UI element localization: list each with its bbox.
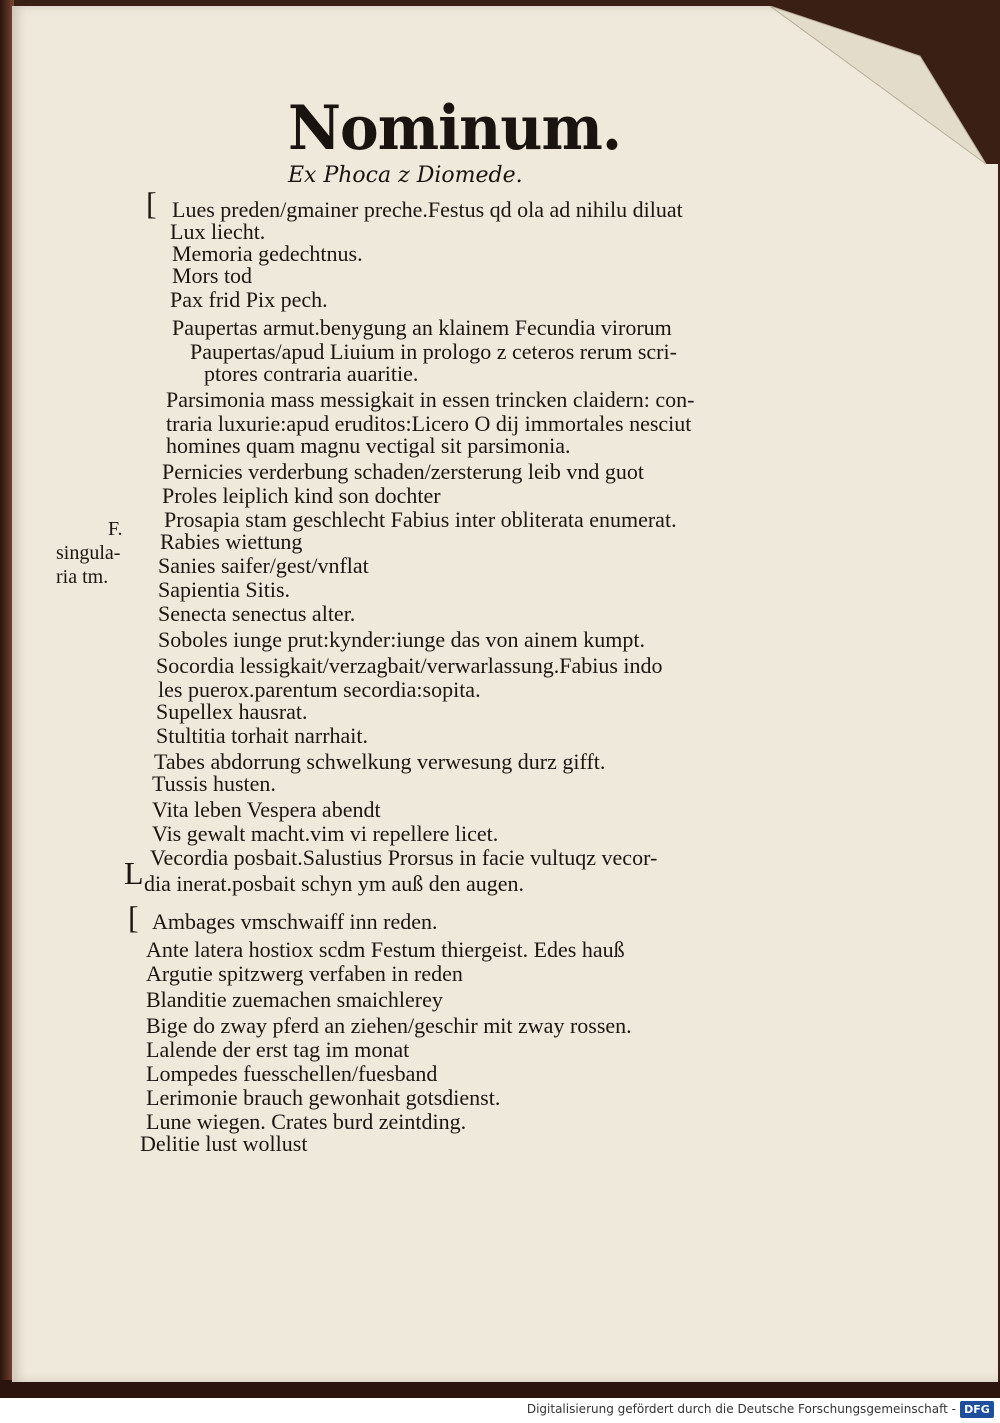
- text-line: ptores contraria auaritie.: [204, 361, 419, 386]
- page-title: Nominum.: [288, 92, 622, 164]
- text-line: Senecta senectus alter.: [158, 601, 356, 626]
- entry-bracket-1: [: [146, 185, 157, 221]
- text-line: Socordia lessigkait/verzagbait/verwarlassung.Fabius indo: [156, 653, 663, 678]
- entry-bracket-2: L: [124, 855, 144, 891]
- text-line: Paupertas armut.benygung an klainem Fecundia virorum: [172, 315, 672, 340]
- text-line: Ambages vmschwaiff inn reden.: [152, 909, 438, 934]
- text-line: Soboles iunge prut:kynder:iunge das von ainem kumpt.: [158, 627, 645, 652]
- text-line: Proles leiplich kind son dochter: [162, 483, 441, 508]
- text-line: Paupertas/apud Liuium in prologo z ceteros rerum scri-: [190, 339, 677, 364]
- margin-letter: F.: [108, 518, 123, 540]
- text-line: Lues preden/gmainer preche.Festus qd ola ad nihilu diluat: [172, 197, 683, 222]
- text-line: Pax frid Pix pech.: [170, 287, 328, 312]
- text-line: Lalende der erst tag im monat: [146, 1037, 410, 1062]
- text-line: Lux liecht.: [170, 219, 266, 244]
- entry-bracket-3: [: [128, 899, 139, 935]
- text-line: Lompedes fuesschellen/fuesband: [146, 1061, 438, 1086]
- text-line: Prosapia stam geschlecht Fabius inter obliterata enumerat.: [164, 507, 677, 532]
- margin-note-line-1: singula-: [56, 542, 121, 564]
- folded-corner: [770, 6, 1000, 176]
- footer-bar: [0, 1398, 1000, 1423]
- dfg-logo: DFG: [960, 1401, 994, 1418]
- text-line: Bige do zway pferd an ziehen/geschir mit zway rossen.: [146, 1013, 632, 1038]
- text-line: Lune wiegen. Crates burd zeintding.: [146, 1109, 467, 1134]
- text-line: Tussis husten.: [152, 771, 276, 796]
- text-line: Delitie lust wollust: [140, 1131, 308, 1156]
- text-line: Ante latera hostiox scdm Festum thiergeist. Edes hauß: [146, 937, 625, 962]
- text-line: les puerox.parentum secordia:sopita.: [158, 677, 481, 702]
- text-line: Blanditie zuemachen smaichlerey: [146, 987, 443, 1012]
- book-binding-edge: [0, 0, 14, 1398]
- digitization-credit: Digitalisierung gefördert durch die Deutsche Forschungsgemeinschaft -: [526, 1402, 956, 1416]
- text-line: Lerimonie brauch gewonhait gotsdienst.: [146, 1085, 501, 1110]
- text-line: Sapientia Sitis.: [158, 577, 290, 602]
- text-line: Sanies saifer/gest/vnflat: [158, 553, 369, 578]
- text-line: Argutie spitzwerg verfaben in reden: [146, 961, 463, 986]
- text-line: traria luxurie:apud eruditos:Licero O dij immortales nesciut: [166, 411, 692, 436]
- text-line: Vita leben Vespera abendt: [152, 797, 381, 822]
- text-line: homines quam magnu vectigal sit parsimonia.: [166, 433, 571, 458]
- text-line: Stultitia torhait narrhait.: [156, 723, 369, 748]
- text-line: Vis gewalt macht.vim vi repellere licet.: [152, 821, 499, 846]
- page-subtitle: Ex Phoca z Diomede.: [288, 163, 523, 188]
- text-line: Parsimonia mass messigkait in essen trincken claidern: con-: [166, 387, 695, 412]
- text-line: Supellex hausrat.: [156, 699, 308, 724]
- text-line: dia inerat.posbait schyn ym auß den augen.: [144, 871, 525, 896]
- book-bottom-edge: [0, 1380, 1000, 1398]
- text-line: Tabes abdorrung schwelkung verwesung durz gifft.: [154, 749, 606, 774]
- text-line: Rabies wiettung: [160, 529, 303, 554]
- text-line: Pernicies verderbung schaden/zersterung leib vnd guot: [162, 459, 645, 484]
- text-line: Vecordia posbait.Salustius Prorsus in facie vultuqz vecor-: [150, 845, 658, 870]
- margin-note-line-2: ria tm.: [56, 566, 109, 588]
- text-line: Memoria gedechtnus.: [172, 241, 363, 266]
- text-line: Mors tod: [172, 263, 253, 288]
